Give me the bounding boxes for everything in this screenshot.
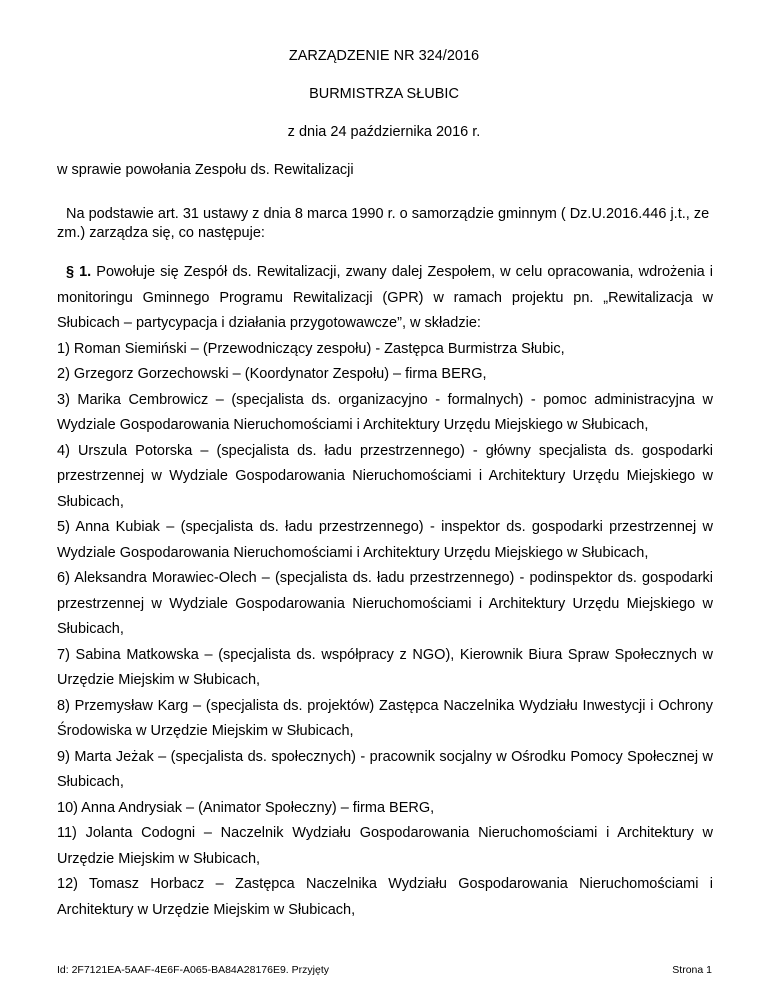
list-item: 4) Urszula Potorska – (specjalista ds. ładu przestrzennego) - główny specjalista ds. gospodarki przestrzennej w Wydziale Gospodarowania Nieruchomościami i Architektury Urzędu Miejskiego w Słubicach, <box>57 442 713 510</box>
list-item: 10) Anna Andrysiak – (Animator Społeczny) – firma BERG, <box>57 799 435 816</box>
list-item: 6) Aleksandra Morawiec-Olech – (specjalista ds. ładu przestrzennego) - podinspektor ds. gospodarki przestrzennej w Wydziale Gospodarowania Nieruchomościami i Architektury Urzędu Miejskiego w Słubicach, <box>57 570 713 637</box>
list-item: 5) Anna Kubiak – (specjalista ds. ładu przestrzennego) - inspektor ds. gospodarki przestrzennej w Wydziale Gospodarowania Nieruchomościami i Architektury Urzędu Miejskiego w Słubicach, <box>57 519 713 561</box>
footer-document-id: Id: 2F7121EA-5AAF-4E6F-A065-BA84A28176E9. Przyjęty <box>57 964 329 976</box>
list-item: 3) Marika Cembrowicz – (specjalista ds. organizacyjno - formalnych) - pomoc administracyjna w Wydziale Gospodarowania Nieruchomościami i Architektury Urzędu Miejskiego w Słubicach, <box>57 391 713 433</box>
list-item: 1) Roman Siemiński – (Przewodniczący zespołu) - Zastępca Burmistrza Słubic, <box>57 340 565 357</box>
document-date: z dnia 24 października 2016 r. <box>287 124 481 140</box>
document-subject: w sprawie powołania Zespołu ds. Rewitalizacji <box>57 162 354 178</box>
list-item: 2) Grzegorz Gorzechowski – (Koordynator Zespołu) – firma BERG, <box>57 366 487 382</box>
section-1-intro <box>57 260 713 337</box>
list-item: 9) Marta Jeżak – (specjalista ds. społecznych) - pracownik socjalny w Ośrodku Pomocy Społecznej w Słubicach, <box>57 748 713 790</box>
document-issuer: BURMISTRZA SŁUBIC <box>309 86 459 102</box>
section-1 <box>57 260 713 923</box>
list-item: 8) Przemysław Karg – (specjalista ds. projektów) Zastępca Naczelnika Wydziału Inwestycji i Ochrony Środowiska w Urzędzie Miejskim w Słubicach, <box>57 697 713 739</box>
footer-page-number: Strona 1 <box>672 964 712 976</box>
section-1-intro-text: Powołuje się Zespół ds. Rewitalizacji, zwany dalej Zespołem, w celu opracowania, wdrożenia i monitoringu Gminnego Programu Rewitalizacji (GPR) w ramach projektu pn. „Rewitalizacja w Słubicach – partycypacja i działania przygotowawcze”, w składzie: <box>57 264 713 331</box>
section-1-mark: § 1. <box>66 264 92 280</box>
list-item: 11) Jolanta Codogni – Naczelnik Wydziału Gospodarowania Nieruchomościami i Architektury w Urzędzie Miejskim w Słubicach, <box>57 825 713 867</box>
legal-basis: Na podstawie art. 31 ustawy z dnia 8 marca 1990 r. o samorządzie gminnym ( Dz.U.2016.446 j.t., ze zm.) zarządza się, co następuje: <box>57 206 710 241</box>
list-item: 7) Sabina Matkowska – (specjalista ds. współpracy z NGO), Kierownik Biura Spraw Społecznych w Urzędzie Miejskim w Słubicach, <box>57 646 713 688</box>
list-item: 12) Tomasz Horbacz – Zastępca Naczelnika Wydziału Gospodarowania Nieruchomościami i Architektury w Urzędzie Miejskim w Słubicach, <box>57 876 713 918</box>
document-title: ZARZĄDZENIE NR 324/2016 <box>288 48 480 64</box>
